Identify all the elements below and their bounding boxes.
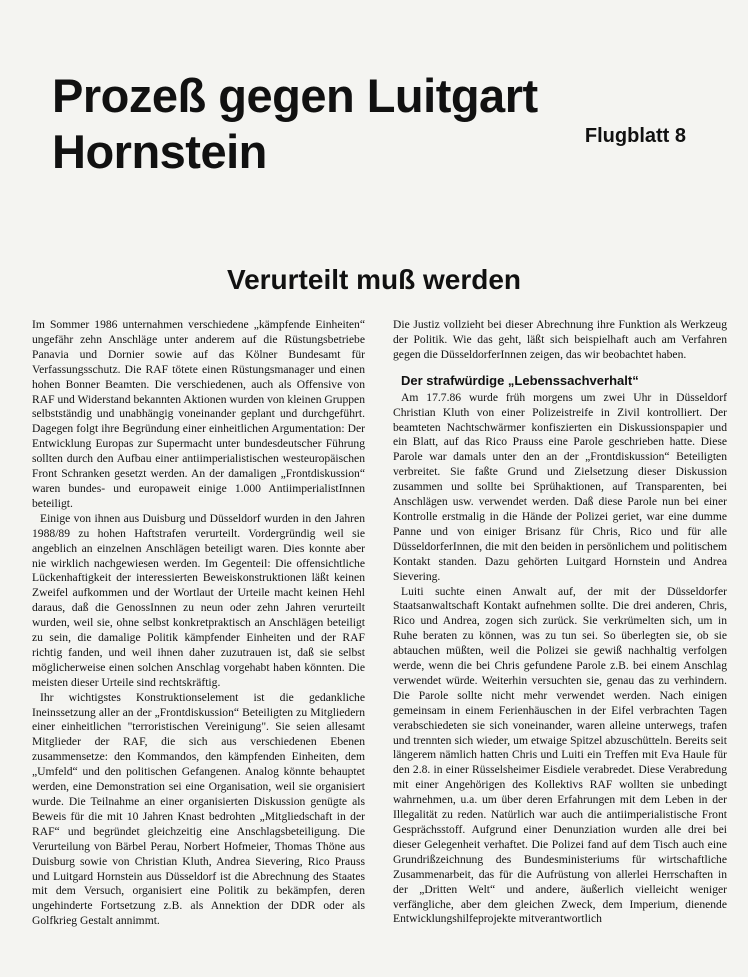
paragraph: Im Sommer 1986 unternahmen verschiedene „kämpfende Einheiten“ ungefähr zehn Anschläge unter anderem auf die Rüstungsbetriebe Panavia und Dornier sowie auf das Kölner Bundesamt für Verfassungsschutz. Die RAF tötete einen Rüstungsmanager und einen hohen Bonner Beamten. Die verschiedenen, auch als Offensive von RAF und Widerstand bekannten Aktionen wurden von kleinen Gruppen selbstständig und unabhängig voneinander geplant und durchgeführt. Dagegen folgt ihre Begründung einer einheitlichen Argumentation: Der Entwicklung Europas zur Supermacht unter bundesdeutscher Führung sollten durch den Aufbau einer antiimperialistischen westeuropäischen Front Schranken gesetzt werden. An der damaligen „Frontdiskussion“ waren bundes- und europaweit einige 1.000 AntiimperialistInnen beteiligt. [32,318,365,510]
paragraph: Luiti suchte einen Anwalt auf, der mit der Düsseldorfer Staatsanwaltschaft Kontakt aufnehmen sollte. Die drei anderen, Chris, Rico und Andrea, zogen sich zurück. Sie verkrümelten sich, um in Ruhe beraten zu können, was zu tun sei. So überlegten sie, ob sie abtauchen müßten, weil die Polizei sie gewiß nachhaltig verfolgen werde, wenn die bei Chris gefundene Parole z.B. bei einem Anschlag verwendet würde. Weiterhin versuchten sie, genau das zu verhindern. Die Parole sollte nicht mehr verwendet werden. Nach einigen gemeinsam in einem Ferienhäuschen in der Eifel verbrachten Tagen verabschiedeten sie sich voneinander, waren alleine unterwegs, trafen und trennten sich wieder, um etwaige Spitzel abzuschütteln. Bereits seit längerem nämlich hatten Chris und Luiti ein Treffen mit Eva Haule für den 2.8. in einer Rüsselsheimer Eisdiele verabredet. Diese Verabredung mit einer Angehörigen des Kollektivs RAF wollten sie unbedingt wahrnehmen, u.a. um über deren Erfahrungen mit dem Leben in der Illegalität zu reden. Natürlich war auch die antiimperialistische Front Gesprächsstoff. Aufgrund einer Denunziation wurden alle drei bei dieser Gelegenheit verhaftet. Die Polizei fand auf dem Tisch auch eine Grundrißzeichnung des Bundesministeriums für wirtschaftliche Zusammenarbeit, das für die Aufrüstung von allerlei Herrschaften in der „Dritten Welt“ und andere, äußerlich vielleicht weniger verfängliche, aber dem gleichen Zweck, dem Imperium, dienende Entwicklungshilfeprojekte mitverantwortlich [393,584,727,926]
paragraph: Am 17.7.86 wurde früh morgens um zwei Uhr in Düsseldorf Christian Kluth von einer Polizeistreife in Zivil kontrolliert. Der beamteten Nachtschwärmer konfiszierten ein Diskussionspapier und ein Blatt, auf das Rico Prauss eine Parole geschrieben hatte. Diese Parole war damals unter den an der „Frontdiskussion“ Beteiligten verbreitet. Sie faßte Grund und Zielsetzung dieser Diskussion zusammen und sollte bei Sprühaktionen, auf Transparenten, bei Anschlägen usw. verwendet werden. Daß diese Parole nun bei einer Kontrolle erstmalig in die Hände der Polizei geriet, war eine dumme Panne und von einiger Brisanz für Chris, Rico und für alle DüsseldorferInnen, die mit den beiden in persönlichem und politischem Kontakt standen. Dazu gehörten Luitgard Hornstein und Andrea Sievering. [393,390,727,583]
article-headline: Verurteilt muß werden [226,264,522,295]
right-column [393,318,727,927]
intro-paragraph: Die Justiz vollzieht bei dieser Abrechnung ihre Funktion als Werkzeug der Politik. Wie das geht, läßt sich beispielhaft auch am Verfahren gegen die DüsseldorferInnen zeigen, das wir beobachtet haben. [393,318,727,361]
document-subtitle: Flugblatt 8 [584,125,686,147]
paragraph: Ihr wichtigstes Konstruktionselement ist die gedankliche Ineinssetzung aller an der „Frontdiskussion“ Beteiligten zu Mitgliedern einer einheitlichen "terroristischen Vereinigung". Sie seien allesamt Mitglieder der RAF, die sich aus verschiedenen Ebenen zusammensetze: den Kommandos, den kämpfenden Einheiten, dem „Umfeld“ und den politischen Gefangenen. Analog könnte behauptet werden, eine Demonstration sei eine Organisation, weil sie organisiert wurde. Die Teilnahme an einer organisierten Diskussion genügte als Beweis für die mit 10 Jahren Knast bedrohten „Mitgliedschaft in der RAF“ und begründet gleichzeitig eine Anschlagsbeteiligung. Die Verurteilung von Bärbel Perau, Norbert Hofmeier, Thomas Thöne aus Duisburg sowie von Christian Kluth, Andrea Sievering, Rico Prauss und Luitgard Hornstein aus Düsseldorf ist die Abrechnung des Staates mit dem Versuch, organisiert eine Politik zu bekämpfen, deren ungehinderte Fortsetzung z.B. als Annektion der DDR oder als Golfkrieg Gestalt annimmt. [32,690,365,928]
left-column [32,318,365,929]
paragraph: Einige von ihnen aus Duisburg und Düsseldorf wurden in den Jahren 1988/89 zu hohen Haftstrafen verurteilt. Vordergründig weil sie angeblich an einzelnen Anschlägen beteiligt waren. Dies konnte aber nie wirklich nachgewiesen werden. Im Gegenteil: Die offensichtliche Lückenhaftigkeit der interessierten Beweiskonstruktionen läßt keinen Zweifel aufkommen und der Wortlaut der Urteile macht keinen Hehl daraus, daß die GenossInnen zu neun oder zehn Jahren verurteilt wurden, weil sie, ohne selbst konkretpraktisch an Anschlägen beteiligt zu sein, die damalige Politik kämpfender Einheiten und der RAF richtig fanden, und weil ihnen daher zuzutrauen ist, daß sie selbst möglicherweise einen solchen Anschlag vorgehabt haben könnten. Die meisten dieser Urteile sind rechtskräftig. [32,511,365,689]
section-subheading: Der strafwürdige „Lebenssachverhalt“ [401,372,639,388]
document-title: Prozeß gegen Luitgart Hornstein [52,69,538,178]
